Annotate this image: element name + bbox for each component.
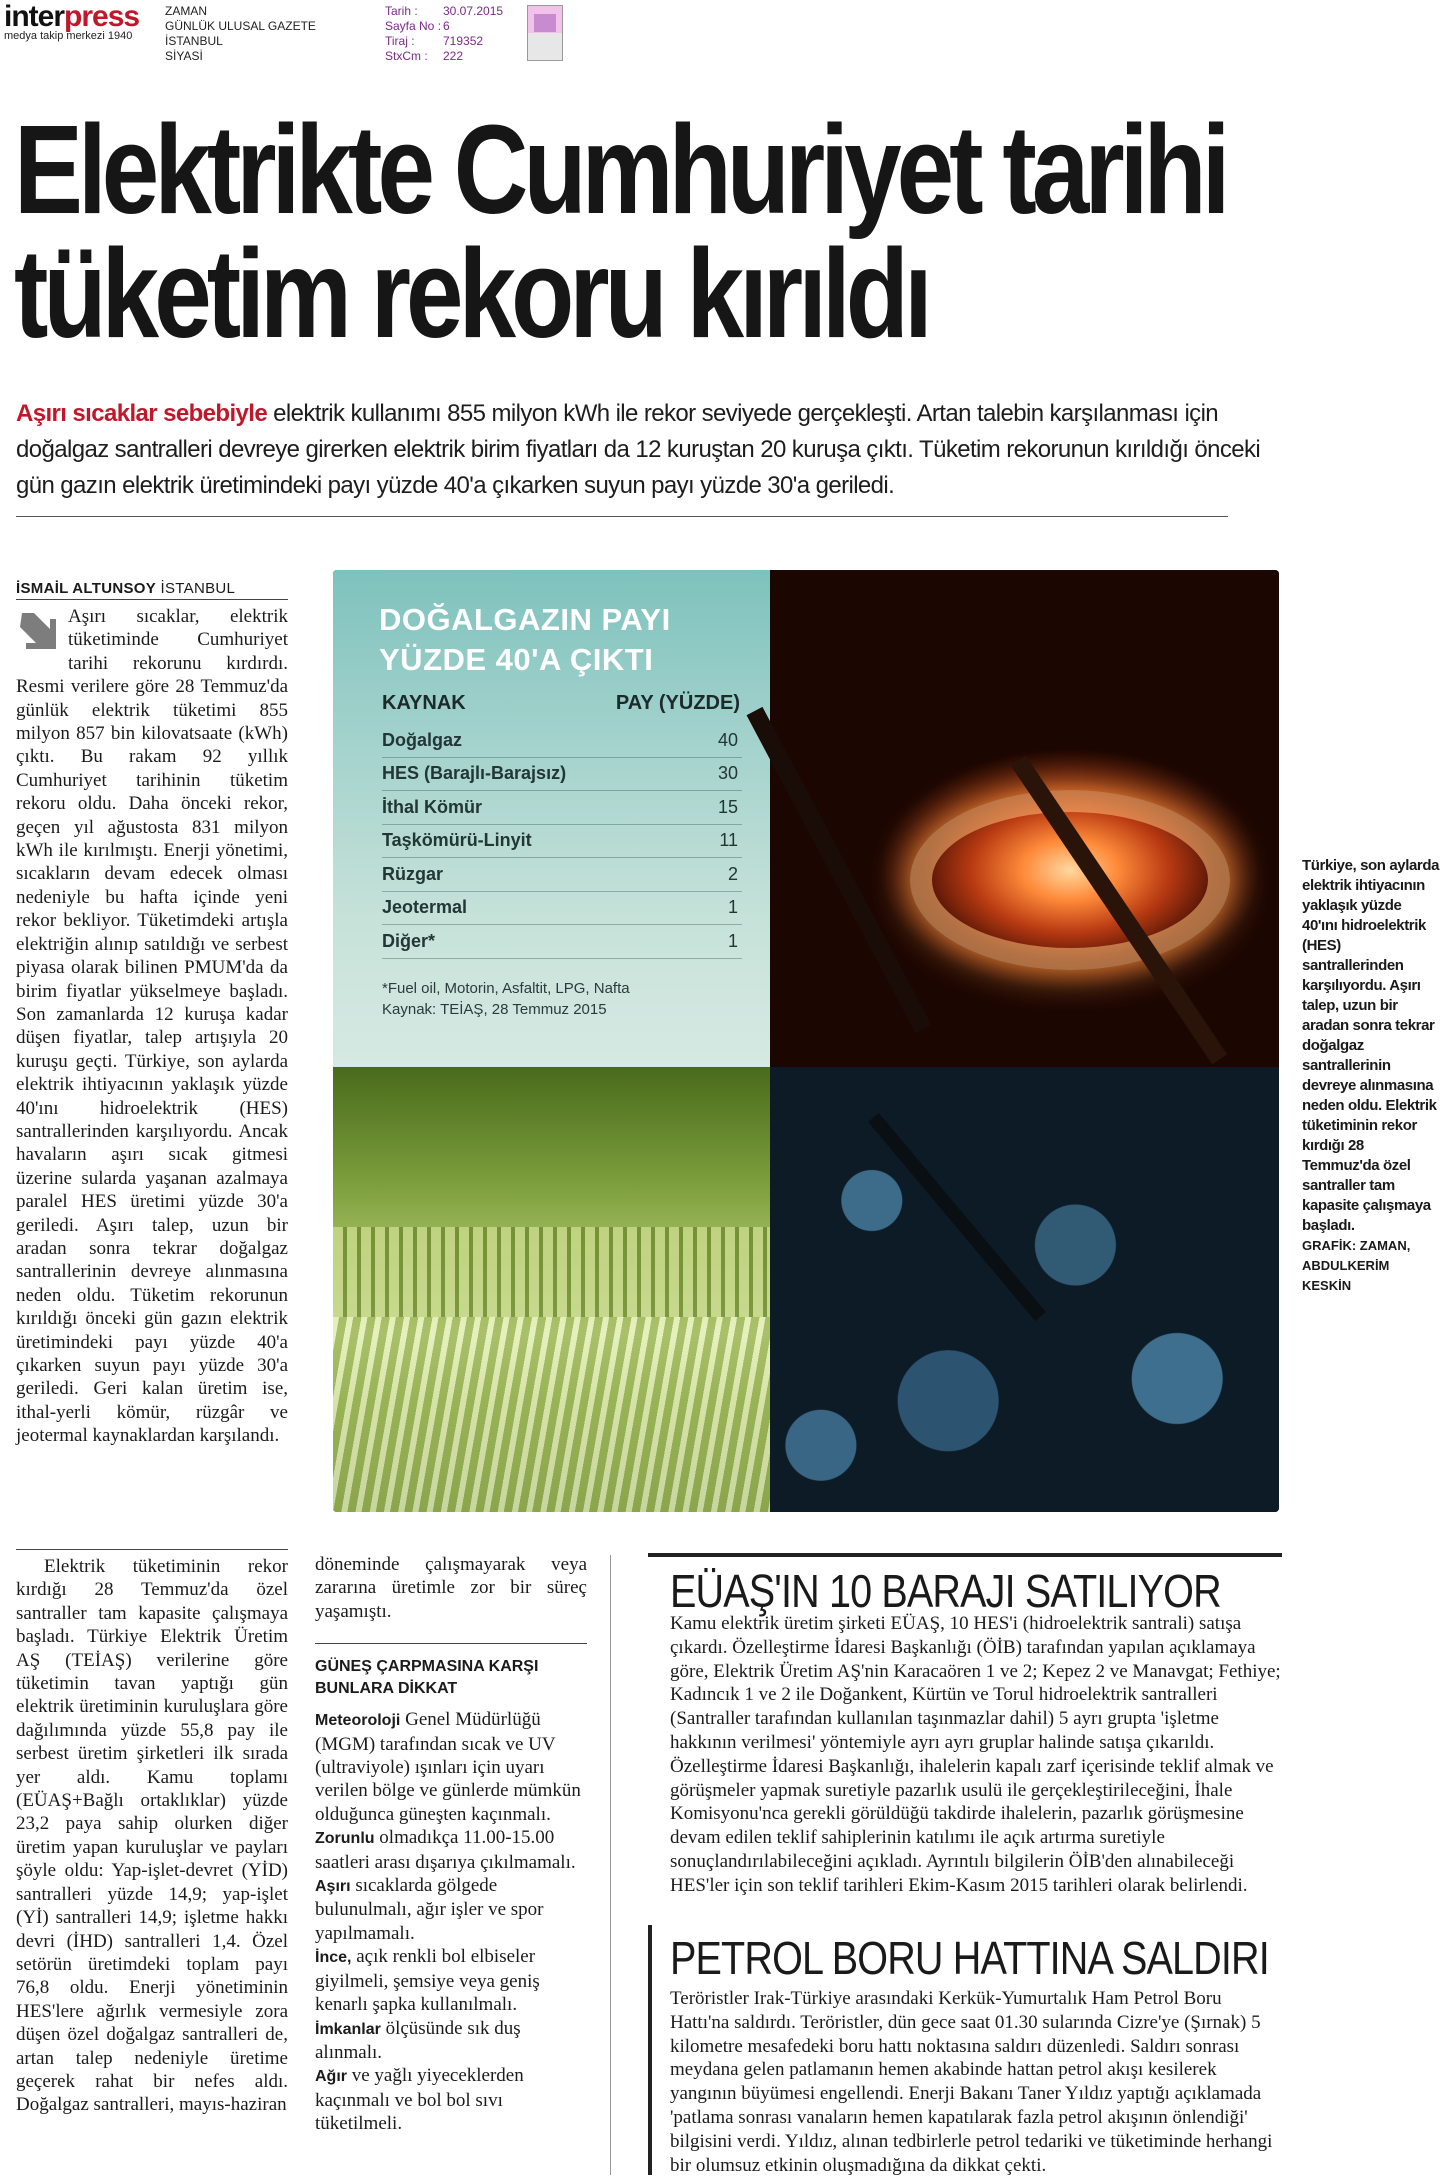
- page-thumbnail[interactable]: [527, 5, 563, 61]
- row-label: Jeotermal: [382, 897, 468, 918]
- story-2-rule: [648, 1925, 652, 2175]
- sidebar-item-text: ve yağlı yiyeceklerden kaçınmalı ve bol bol sıvı tüketilmeli.: [315, 2065, 524, 2135]
- row-label: Taşkömürü-Linyit: [382, 830, 532, 851]
- row-label: Rüzgar: [382, 863, 444, 884]
- row-value: 2: [727, 863, 738, 884]
- row-label: İthal Kömür: [382, 796, 483, 817]
- photo-caption: [1302, 856, 1440, 1296]
- sidebar-item: [315, 1874, 587, 1945]
- column-header-share: PAY (YÜZDE): [615, 692, 740, 714]
- body-paragraph: döneminde çalışmayarak veya zararına üretimle zor bir süreç yaşamıştı.: [315, 1554, 587, 1622]
- publication-name: ZAMAN: [165, 4, 207, 18]
- sidebar-item: [315, 1826, 587, 1874]
- body-column-1: [16, 605, 288, 1448]
- sidebar-item: [315, 2064, 587, 2135]
- deck-lead: Aşırı sıcaklar sebebiyle: [16, 400, 268, 427]
- arrow-down-right-icon: [16, 609, 60, 653]
- row-value: 40: [717, 729, 738, 750]
- sidebar-list: [315, 1708, 587, 2135]
- publication-category: SİYASİ: [165, 49, 203, 63]
- story-1-title: EÜAŞ'IN 10 BARAJI SATILIYOR: [670, 1565, 1221, 1617]
- row-value: 11: [719, 830, 738, 851]
- body-column-2: [16, 1555, 288, 2117]
- column-header-source: KAYNAK: [382, 692, 466, 714]
- meta-row-circulation: Tiraj : 719352: [385, 34, 484, 48]
- story-2-title: PETROL BORU HATTINA SALDIRI: [670, 1932, 1269, 1984]
- sidebar-item-text: sıcaklarda gölgede bulunulmalı, ağır işler ve spor yapılmamalı.: [315, 1875, 544, 1944]
- sidebar-title: GÜNEŞ ÇARPMASINA KARŞI BUNLARA DİKKAT: [315, 1643, 587, 1700]
- author-location: İSTANBUL: [156, 580, 236, 597]
- deck-text: elektrik kullanımı 855 milyon kWh ile rekor seviyede gerçekleşti. Artan talebin karşılanması için doğalgaz santralleri devreye girerken elektrik birim fiyatları da 12 kuruştan 20 kuruşa çıktı. Tüketim rekorunun kırıldığı önceki gün gazın elektrik üretimindeki payı yüzde 40'a çıkarken suyun payı yüzde 30'a geriledi.: [16, 400, 1261, 499]
- row-label: Diğer*: [382, 930, 436, 951]
- sidebar-item-lead: Meteoroloji: [315, 1712, 401, 1730]
- story-1-rule: [648, 1553, 1282, 1557]
- sidebar-item-text: Genel Müdürlüğü (MGM) tarafından sıcak ve UV (ultraviyole) ışınları için uyarı verilen bölge ve günlerde mümkün olduğunca güneşten kaçınmalı.: [315, 1709, 581, 1825]
- deck-divider: [16, 516, 1228, 517]
- table-row: [382, 758, 742, 792]
- column-divider: [16, 1549, 288, 1550]
- infographic-title: DOĞALGAZIN PAYI YÜZDE 40'A ÇIKTI: [379, 602, 671, 677]
- caption-credit: GRAFİK: ZAMAN, ABDULKERİM KESKİN: [1302, 1238, 1411, 1293]
- table-row: [382, 791, 742, 825]
- row-value: 30: [717, 763, 738, 784]
- sidebar-item-lead: Ağır: [315, 2068, 347, 2086]
- story-divider: [610, 1555, 611, 2175]
- clipping-logo: [4, 0, 152, 43]
- table-row: [382, 724, 742, 758]
- caption-text: Türkiye, son aylarda elektrik ihtiyacının yaklaşık yüzde 40'ını hidroelektrik (HES) santrallerinden karşılıyordu. Aşırı talep, uzun bir aradan sonra tekrar doğalgaz santrallerinin devreye alınmasına neden oldu. Elektrik tüketiminin rekor kırdığı 28 Temmuz'da özel santraller tam kapasite çalışmaya başladı.: [1302, 857, 1440, 1234]
- article-deck: [16, 396, 1281, 504]
- body-paragraph: Aşırı sıcaklar, elektrik tüketiminde Cumhuriyet tarihi rekorunu kırdırdı. Resmi verilere göre 28 Temmuz'da günlük elektrik tüketimi 855 milyon 857 bin kilovatsaate (kWh) çıktı. Bu rakam 92 yıllık Cumhuriyet tarihinin tüketim rekoru oldu. Daha önceki rekor, geçen yıl ağustosta 831 milyon kWh ile kırılmıştı. Enerji yönetimi, sıcakların devam edecek olması nedeniyle bu hafta içinde yeni rekor bekliyor. Tüketimdeki artışla elektriğin alınıp satıldığı ve serbest piyasa olarak bilinen PMUM'da da birim fiyatlar yükselmeye başladı. Son zamanlarda 12 kuruşa kadar düşen fiyatlar, talep artışıyla 20 kuruşu geçti. Türkiye, son aylarda elektrik ihtiyacının yaklaşık yüzde 40'ını hidroelektrik (HES) santrallerinden karşılıyordu. Ancak havaların aşırı sıcak gitmesi üzerine sularda yaşanan azalmaya paralel HES üretimi yüzde 30'a geriledi. Aşırı talep, uzun bir aradan sonra tekrar doğalgaz santrallerinin devreye alınmasına neden oldu. Tüketim rekorunun kırıldığı önceki gün gazın elektrik üretimindeki payı yüzde 40'a çıkarken suyun payı yüzde 30'a geriledi. Geri kalan üretim ise, ithal-yerli kömür, rüzgâr ve jeotermal kaynaklardan karşılandı.: [16, 606, 288, 1447]
- row-label: Doğalgaz: [382, 729, 463, 750]
- body-paragraph: Elektrik tüketiminin rekor kırdığı 28 Temmuz'da özel santraller tam kapasite çalışmaya başladı. Türkiye Elektrik Üretim AŞ (TEİAŞ) verilerine göre tüketimin tavan yaptığı gün elektrik üretiminin kuruluşlara göre dağılımında yüzde 55,8 pay ile serbest üretim şirketleri ilk sırada yer aldı. Kamu toplamı (EÜAŞ+Bağlı ortaklıklar) yüzde 23,2 paya sahip olurken diğer üretim yapan kuruluşlar ve payları şöyle oldu: Yap-işlet-devret (YİD) santralleri yüzde 14,9; yap-işlet (Yİ) santralleri 14,9; işletme hakkı devri (İHD) santralleri 1,4. Özel setörün üretimdeki toplam payı 76,8 oldu. Enerji yönetiminin HES'lere ağırlık vermesiyle zora düşen özel doğalgaz santralleri de, artan talep nedeniyle üretime geçerek rahat bir nefes aldı. Doğalgaz santralleri, mayıs-haziran: [16, 1556, 288, 2116]
- infographic-table-header: [382, 692, 742, 715]
- logo-wordmark: interpress: [4, 0, 140, 33]
- publication-type: GÜNLÜK ULUSAL GAZETE: [165, 19, 316, 33]
- table-row: [382, 825, 742, 859]
- infographic-footnote: *Fuel oil, Motorin, Asfaltit, LPG, Nafta Kaynak: TEİAŞ, 28 Temmuz 2015: [382, 980, 630, 1018]
- dam-photo: [333, 1067, 770, 1512]
- headline-line-2: tüketim rekoru kırıldı: [14, 223, 928, 364]
- coal-photo: [770, 1067, 1279, 1512]
- sidebar-item-text: olmadıkça 11.00-15.00 saatleri arası dışarıya çıkılmamalı.: [315, 1827, 576, 1873]
- infographic: [333, 570, 1279, 1512]
- table-row: [382, 925, 742, 959]
- author-name: İSMAİL ALTUNSOY: [16, 580, 157, 597]
- body-column-3: [315, 1553, 587, 2136]
- meta-row-date: Tarih : 30.07.2015: [385, 4, 504, 18]
- sidebar-item-lead: Zorunlu: [315, 1830, 375, 1848]
- table-row: [382, 892, 742, 926]
- sidebar-item-lead: İnce,: [315, 1949, 352, 1967]
- article-headline: [14, 99, 1226, 364]
- row-value: 1: [727, 897, 738, 918]
- sidebar-item: [315, 1945, 587, 2016]
- meta-row-stxcm: StxCm : 222: [385, 49, 464, 63]
- clipping-meta: [385, 4, 503, 64]
- sidebar-item: [315, 2017, 587, 2065]
- gas-flame-photo: [770, 570, 1279, 1067]
- publication-city: İSTANBUL: [165, 34, 223, 48]
- sidebar-item-lead: İmkanlar: [315, 2020, 381, 2038]
- row-value: 1: [727, 930, 738, 951]
- headline-line-1: Elektrikte Cumhuriyet tarihi: [14, 99, 1226, 240]
- meta-row-page: Sayfa No : 6: [385, 19, 450, 33]
- story-1-body: Kamu elektrik üretim şirketi EÜAŞ, 10 HES'i (hidroelektrik santrali) satışa çıkardı. Özelleştirme İdaresi Başkanlığı (ÖİB) tarafından yapılan açıklamaya göre, Elektrik Üretim AŞ'nin Karacaören 1 ve 2; Kepez 2 ve Manavgat; Fethiye; Kadıncık 1 ve 2 ile Doğankent, Kürtün ve Torul hidroelektrik santralleri (Santraller tarafından kullanılan taşınmazlar dahil) 5 ayrı grupta 'işletme hakkının verilmesi' yöntemiyle ayrı ayrı gruplar halinde satışa çıkarıldı. Özelleştirme İdaresi Başkanlığı, ihalelerin kapalı zarf içerisinde teklif almak ve görüşmeler yapmak suretiyle pazarlık usulü ile gerçekleştirileceğini, İhale Komisyonu'nca gerekli görüldüğü takdirde ihalelerin, pazarlık görüşmesine devam edilen teklif sahiplerinin katılımı ile açık artırma suretiyle sonuçlandırılabileceğini açıkladı. Ayrıntılı bilgilerin ÖİB'den alınabileceği HES'ler için son teklif tarihleri Ekim-Kasım 2015 tarihleri olarak belirlendi.: [670, 1613, 1281, 1896]
- logo-tagline: medya takip merkezi 1940: [4, 30, 133, 42]
- sidebar-item-text: ölçüsünde sık duş alınmalı.: [315, 2017, 521, 2063]
- row-label: HES (Barajlı-Barajsız): [382, 763, 567, 784]
- publication-info: [165, 4, 316, 64]
- row-value: 15: [717, 796, 738, 817]
- sidebar-item-lead: Aşırı: [315, 1878, 351, 1896]
- sidebar-item-text: açık renkli bol elbiseler giyilmeli, şemsiye veya geniş kenarlı şapka kullanılmalı.: [315, 1946, 540, 2016]
- infographic-table-body: [382, 724, 742, 959]
- table-row: [382, 858, 742, 892]
- story-2-body: Teröristler Irak-Türkiye arasındaki Kerkük-Yumurtalık Ham Petrol Boru Hattı'na saldırdı. Teröristler, dün gece saat 01.30 sularında Cizre'ye (Şırnak) 5 kilometre mesafedeki boru hattı noktasına saldırı düzenledi. Saldırı sonrası meydana gelen patlamanın hemen akabinde hattan petrol akışı kesilerek yangının büyümesi engellendi. Enerji Bakanı Taner Yıldız yaptığı açıklamada 'patlama sonrası vanaların hemen kapatılarak fazla petrol akışının önlendiği' bilgisini verdi. Yıldız, alınan tedbirlerle petrol tedariki ve tüketiminde herhangi bir olumsuz etkinin oluşmadığına da dikkat çekti.: [670, 1988, 1273, 2176]
- byline: [16, 580, 288, 600]
- sidebar-item: [315, 1708, 587, 1826]
